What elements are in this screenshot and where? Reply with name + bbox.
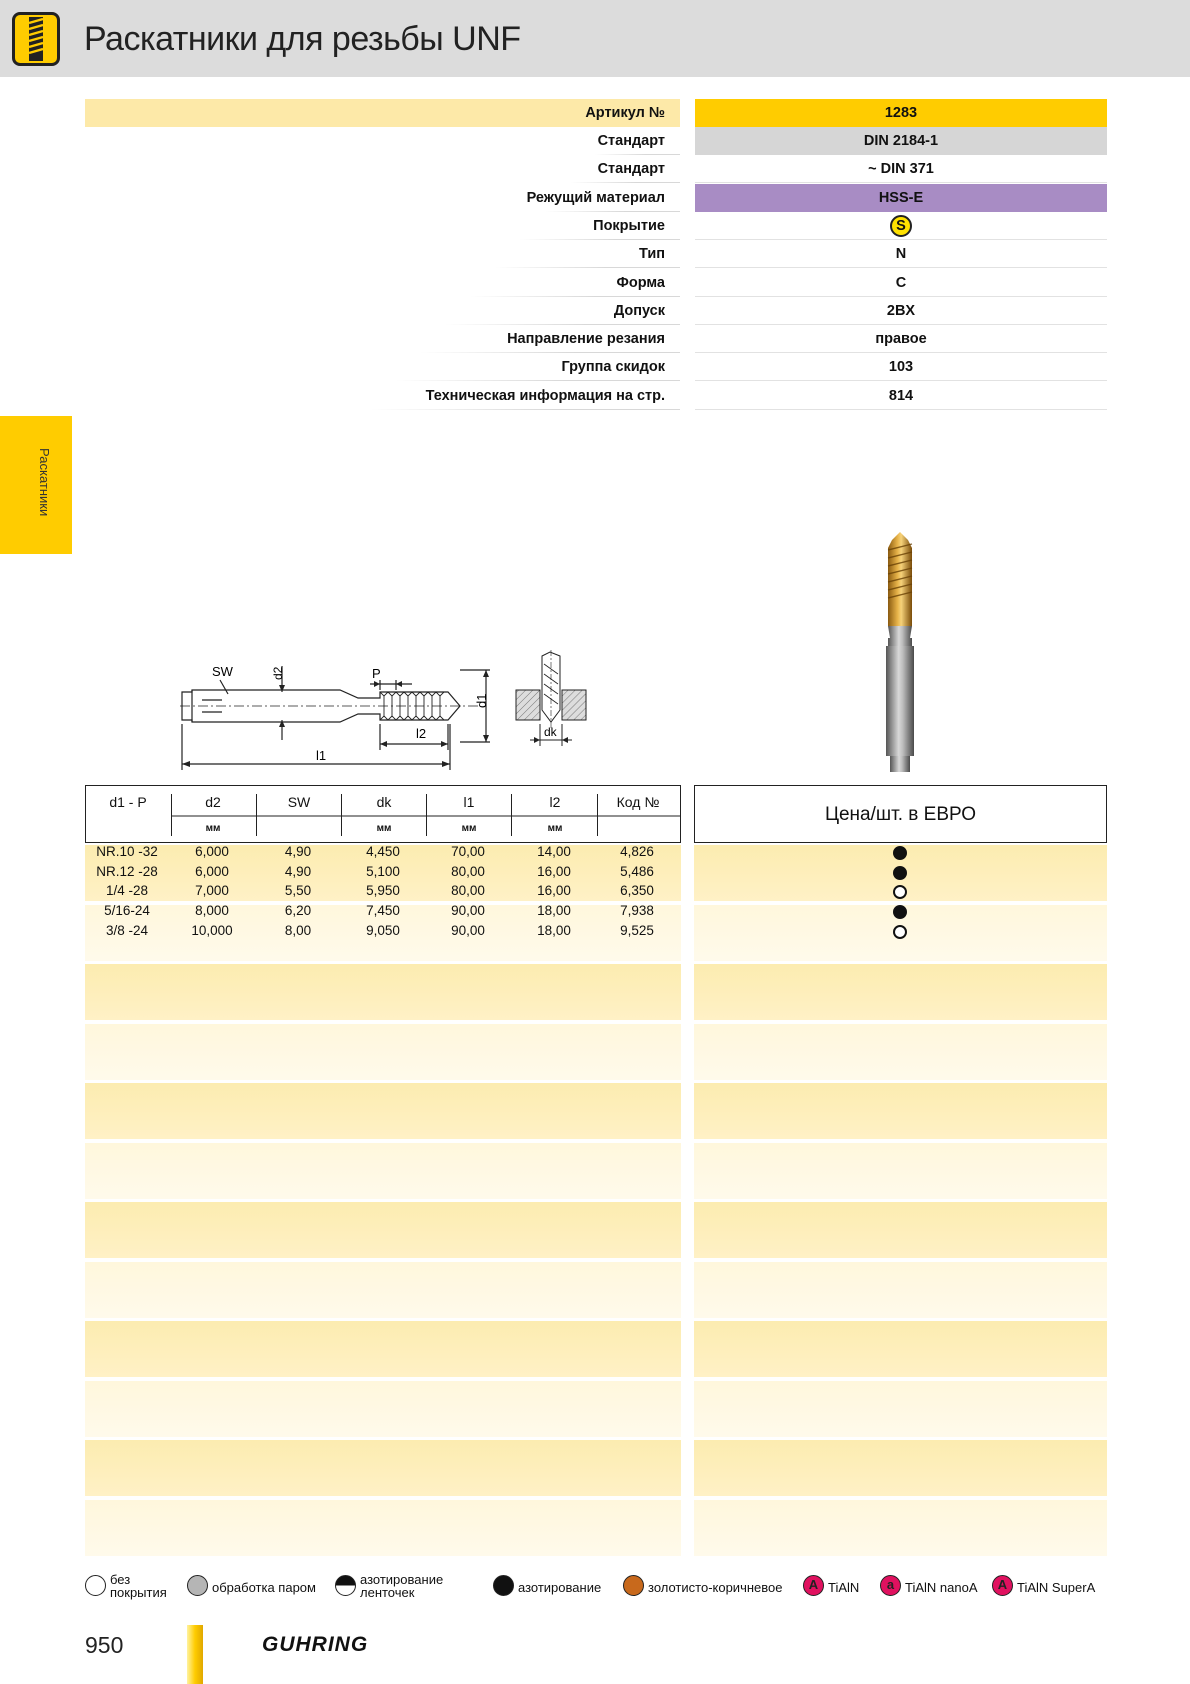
table-cell: NR.10 -32	[96, 844, 158, 859]
attribute-label-cell	[85, 382, 680, 410]
table-cell: 4,90	[284, 863, 312, 879]
legend-label	[360, 1573, 443, 1599]
table-band	[85, 1381, 681, 1437]
legend-label-line: TiAlN SuperA	[1017, 1580, 1096, 1595]
attribute-label-cell	[85, 353, 680, 381]
column-separator	[597, 794, 598, 836]
legend-label-line: обработка паром	[212, 1580, 316, 1595]
attribute-row	[85, 269, 1107, 297]
legend-label	[1017, 1580, 1095, 1595]
attribute-row	[85, 99, 1107, 127]
attribute-label: Покрытие	[593, 218, 665, 234]
column-separator	[256, 794, 257, 836]
legend-label-line: TiAlN nanoA	[905, 1580, 978, 1595]
table-cell: 6,000	[195, 844, 229, 859]
table-cell: 8,00	[284, 922, 312, 938]
attribute-label: Допуск	[613, 303, 665, 319]
attribute-row	[85, 297, 1107, 325]
coating-badge: S	[890, 215, 912, 237]
column-header: dk	[376, 794, 392, 810]
table-cell: 90,00	[451, 903, 485, 919]
attribute-value-cell	[695, 155, 1107, 183]
product-image	[870, 530, 930, 776]
table-cell: 3/8 -24	[105, 922, 149, 938]
row-divider	[395, 380, 680, 381]
column-header: SW	[287, 794, 311, 810]
column-header: l1	[463, 794, 475, 810]
attribute-label: Группа скидок	[561, 359, 665, 375]
column-header: d1 - P	[109, 794, 147, 810]
table-band	[694, 1083, 1107, 1139]
brand-logo: GUHRING	[262, 1633, 369, 1656]
table-cell: 80,00	[451, 883, 485, 899]
coating-dot-icon	[335, 1575, 356, 1596]
attribute-value-cell	[695, 269, 1107, 297]
legend-label	[828, 1580, 859, 1595]
table-cell: 18,00	[537, 922, 571, 938]
table-cell: 90,00	[451, 922, 485, 938]
table-row[interactable]	[85, 921, 681, 941]
coating-dot-icon	[493, 1575, 514, 1596]
in-stock-icon	[893, 846, 907, 860]
column-header: l2	[549, 794, 561, 810]
column-header: d2	[205, 794, 221, 810]
drawing-label-p: P	[372, 666, 381, 681]
table-band	[694, 1202, 1107, 1258]
coating-letter-icon: A	[992, 1575, 1013, 1596]
table-cell: 4,826	[620, 844, 654, 859]
table-header	[85, 785, 681, 843]
coating-legend	[85, 1568, 1107, 1600]
attribute-label: Режущий материал	[526, 190, 665, 206]
attribute-value-cell	[695, 382, 1107, 410]
attribute-value: 1283	[884, 105, 918, 121]
attribute-label: Стандарт	[597, 161, 665, 177]
table-row[interactable]	[85, 901, 681, 921]
table-cell: 5,50	[284, 883, 312, 899]
drawing-label-sw: SW	[212, 664, 233, 679]
legend-label-line: азотирование	[360, 1572, 444, 1587]
table-row[interactable]	[85, 862, 681, 882]
page-title: Раскатники для резьбы UNF	[84, 20, 521, 58]
attribute-label-cell	[85, 155, 680, 183]
row-divider	[695, 182, 1107, 183]
attribute-value: 103	[888, 359, 914, 375]
table-cell: 5,486	[620, 863, 654, 879]
attribute-value: правое	[875, 331, 927, 347]
attribute-label-cell	[85, 212, 680, 240]
table-cell: 16,00	[537, 863, 571, 879]
attribute-value: C	[895, 275, 907, 291]
attribute-value-cell	[695, 127, 1107, 155]
attribute-row	[85, 184, 1107, 212]
attribute-label: Тип	[639, 246, 665, 262]
legend-label-line: покрытия	[110, 1585, 167, 1600]
legend-label	[212, 1580, 316, 1595]
technical-drawing	[180, 650, 600, 770]
table-band	[85, 1500, 681, 1556]
section-tab-label: Раскатники	[37, 448, 52, 517]
attribute-label-cell	[85, 99, 680, 127]
table-band	[694, 1024, 1107, 1080]
table-band	[85, 1440, 681, 1496]
attribute-label-cell	[85, 240, 680, 268]
attribute-row	[85, 127, 1107, 155]
table-cell: 14,00	[537, 844, 571, 859]
legend-label-line: золотисто-коричневое	[648, 1580, 783, 1595]
drawing-label-l2: l2	[416, 726, 427, 741]
row-divider	[570, 182, 680, 183]
attribute-value: ~ DIN 371	[868, 161, 934, 177]
table-cell: 6,20	[284, 903, 312, 919]
attribute-label-cell	[85, 297, 680, 325]
table-cell: 8,000	[195, 903, 229, 919]
section-tab[interactable]	[0, 416, 72, 554]
table-cell: 7,000	[195, 883, 229, 899]
coating-letter-icon: A	[803, 1575, 824, 1596]
column-unit: мм	[376, 823, 392, 834]
attribute-value-cell	[695, 240, 1107, 268]
legend-label	[518, 1580, 601, 1595]
legend-label-line: ленточек	[360, 1585, 415, 1600]
legend-label-line: без	[110, 1572, 131, 1587]
table-band	[694, 964, 1107, 1020]
coating-letter-icon: a	[880, 1575, 901, 1596]
drawing-label-l1: l1	[316, 748, 327, 763]
drawing-label-d2: d2	[271, 666, 285, 680]
page-header	[0, 0, 1190, 77]
table-band	[85, 1024, 681, 1080]
attribute-value-cell	[695, 184, 1107, 212]
attribute-value: 814	[888, 388, 914, 404]
table-cell: 16,00	[537, 883, 571, 899]
price-header-label: Цена/шт. в ЕВРО	[824, 804, 977, 825]
table-cell: 18,00	[537, 903, 571, 919]
roll-tap-icon	[12, 12, 60, 66]
attribute-label-cell	[85, 184, 680, 212]
table-cell: 1/4 -28	[105, 883, 149, 899]
table-cell: 4,450	[366, 844, 400, 859]
row-divider	[370, 409, 680, 410]
drawing-label-dk: dk	[544, 725, 557, 739]
table-cell: 70,00	[451, 844, 485, 859]
attribute-label: Артикул №	[585, 105, 665, 121]
table-band	[694, 1440, 1107, 1496]
attribute-label: Направление резания	[507, 331, 665, 347]
table-cell: 5,950	[366, 883, 400, 899]
attribute-label: Форма	[616, 275, 665, 291]
attribute-row	[85, 353, 1107, 381]
legend-label-line: азотирование	[518, 1580, 602, 1595]
table-cell: 7,938	[620, 903, 654, 919]
attribute-value-cell	[695, 212, 1107, 240]
in-stock-icon	[893, 905, 907, 919]
table-cell: 6,000	[195, 863, 229, 879]
attribute-label-cell	[85, 127, 680, 155]
table-cell: 5,100	[366, 863, 400, 879]
legend-label-line: TiAlN	[828, 1580, 860, 1595]
row-divider	[695, 380, 1107, 381]
table-cell: 6,350	[620, 883, 654, 899]
legend-label	[905, 1580, 978, 1595]
attribute-value-cell	[695, 325, 1107, 353]
attribute-value: 2BX	[886, 303, 916, 319]
attribute-value: HSS-E	[878, 190, 924, 206]
attribute-value: DIN 2184-1	[863, 133, 939, 149]
column-unit: мм	[461, 823, 477, 834]
coating-dot-icon	[623, 1575, 644, 1596]
attribute-label-cell	[85, 325, 680, 353]
in-stock-icon	[893, 866, 907, 880]
price-header	[694, 785, 1107, 843]
attribute-row	[85, 155, 1107, 183]
page-number: 950	[85, 1632, 124, 1658]
table-row[interactable]	[85, 842, 681, 862]
table-cell: NR.12 -28	[96, 863, 158, 879]
column-header: Код №	[616, 794, 660, 810]
table-band	[85, 1143, 681, 1199]
table-cell: 80,00	[451, 863, 485, 879]
column-separator	[511, 794, 512, 836]
attribute-row	[85, 382, 1107, 410]
column-separator	[341, 794, 342, 836]
column-unit: мм	[547, 823, 563, 834]
coating-dot-icon	[85, 1575, 106, 1596]
table-band	[85, 1202, 681, 1258]
table-row[interactable]	[85, 881, 681, 901]
attribute-row	[85, 325, 1107, 353]
column-separator	[171, 794, 172, 836]
table-cell: 4,90	[284, 844, 312, 859]
table-band	[694, 1381, 1107, 1437]
table-cell: 5/16-24	[104, 903, 150, 919]
attribute-value-cell	[695, 353, 1107, 381]
column-separator	[426, 794, 427, 836]
attribute-label: Стандарт	[597, 133, 665, 149]
table-band	[694, 1500, 1107, 1556]
drawing-label-d1: d1	[474, 693, 489, 708]
attribute-value-cell	[695, 297, 1107, 325]
table-cell: 9,050	[366, 922, 400, 938]
legend-label	[648, 1580, 782, 1595]
attribute-row	[85, 240, 1107, 268]
footer-accent-bar	[187, 1625, 203, 1684]
attribute-value-cell	[695, 99, 1107, 127]
table-band	[694, 1321, 1107, 1377]
on-order-icon	[893, 925, 907, 939]
legend-label	[110, 1573, 167, 1599]
table-band	[85, 1262, 681, 1318]
attribute-row	[85, 212, 1107, 240]
column-unit: мм	[205, 823, 221, 834]
coating-dot-icon	[187, 1575, 208, 1596]
row-divider	[495, 267, 680, 268]
table-band	[85, 1083, 681, 1139]
row-divider	[695, 409, 1107, 410]
table-cell: 9,525	[620, 922, 654, 938]
attribute-label-cell	[85, 269, 680, 297]
table-band	[694, 1143, 1107, 1199]
table-band	[694, 1262, 1107, 1318]
table-band	[85, 1321, 681, 1377]
attribute-value: N	[895, 246, 907, 262]
table-band	[85, 964, 681, 1020]
row-divider	[695, 267, 1107, 268]
table-cell: 10,000	[191, 922, 233, 938]
table-cell: 7,450	[366, 903, 400, 919]
attribute-label: Техническая информация на стр.	[425, 388, 665, 404]
